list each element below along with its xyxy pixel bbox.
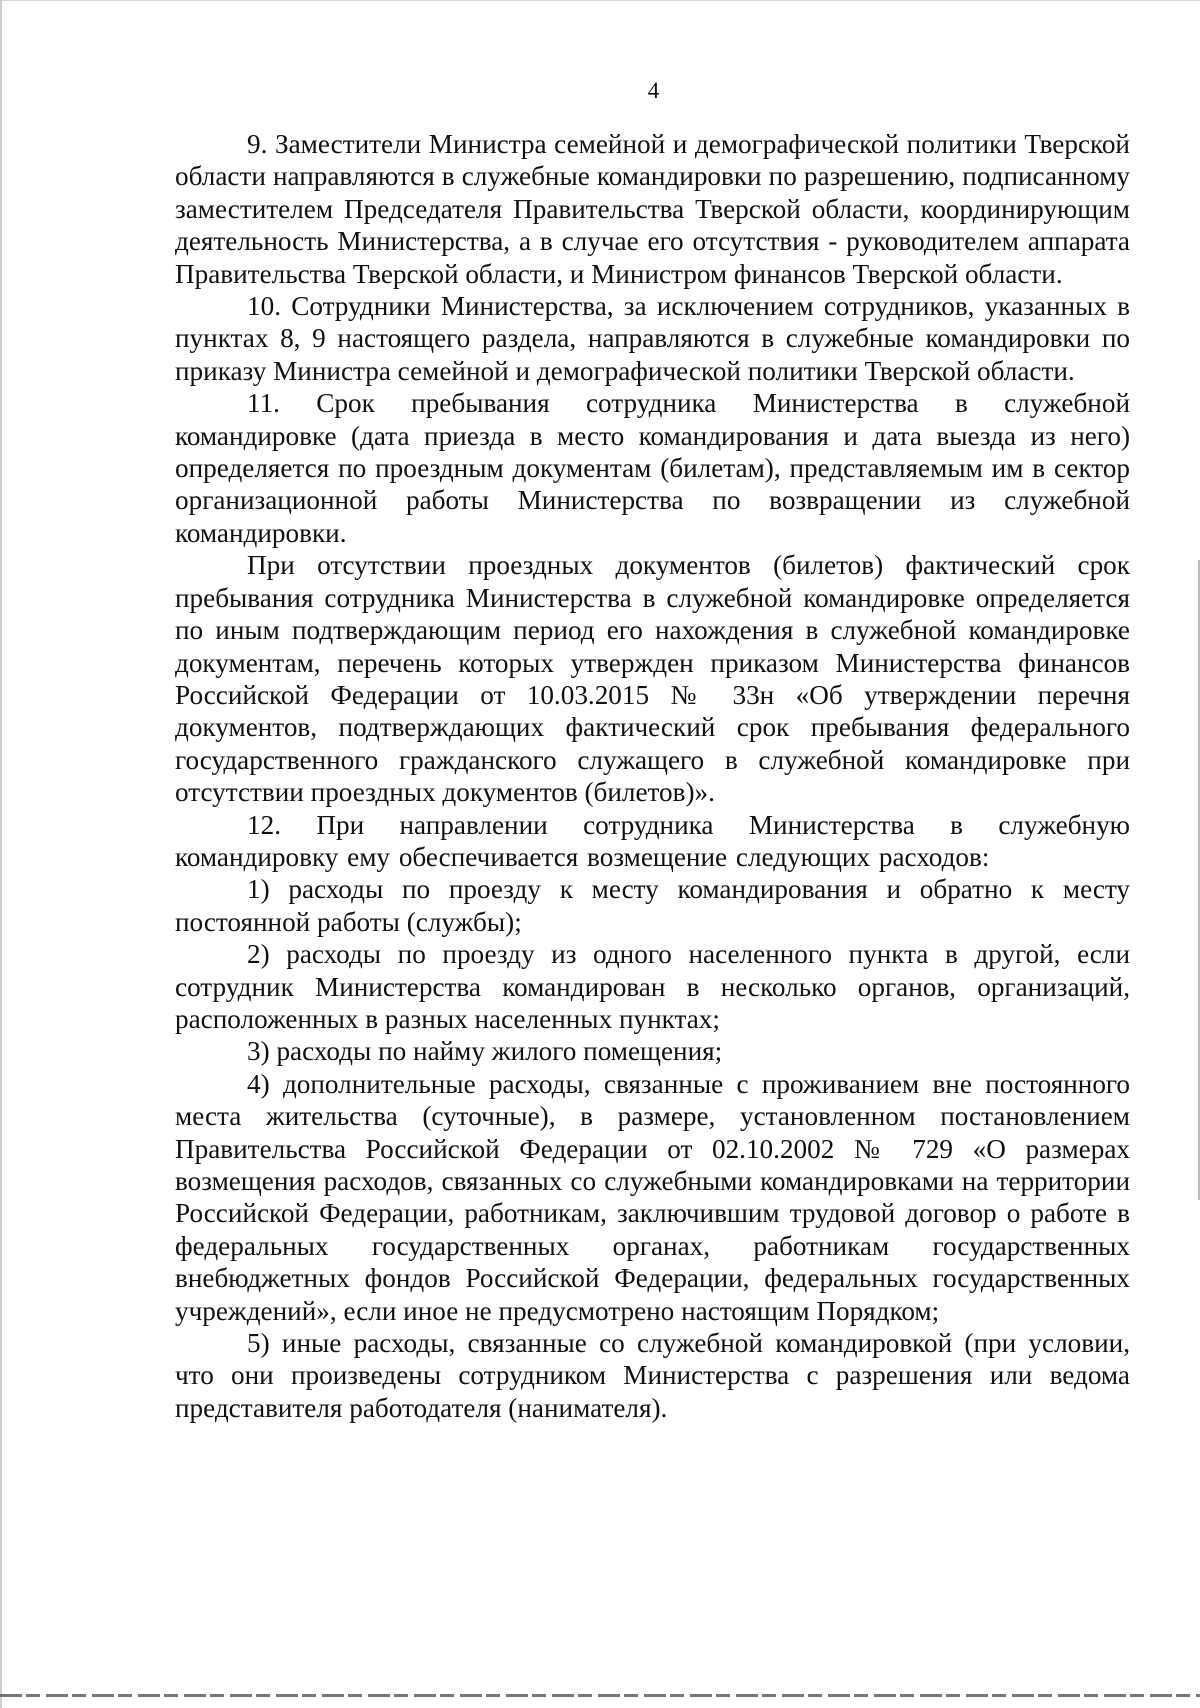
list-item-4: 4) дополнительные расходы, связанные с проживанием вне постоянного места жительства (суточные), в размере, установленном постановлением Правительства Российской Федерации от 02.10.2002 № 729 «О размерах возмещения расходов, связанных со служебными командировками на территории Российской Федерации, работникам, заключившим трудовой договор о работе в федеральных государственных органах, работникам государственных внебюджетных фондов Российской Федерации, федеральных государственных учреждений», если иное не предусмотрено настоящим Порядком; [175,1068,1130,1326]
page-number: 4 [647,78,660,103]
scan-edge-left [0,0,2,1708]
scan-edge-bottom [0,1694,1200,1697]
list-item-1: 1) расходы по проезду к месту командирования и обратно к месту постоянной работы (службы); [175,874,1130,937]
scan-edge-top [0,0,1200,1]
document-body [175,128,1130,1424]
list-item-3: 3) расходы по найму жилого помещения; [247,1036,723,1067]
paragraph-11: 11. Срок пребывания сотрудника Министерства в служебной командировке (дата приезда в место командирования и дата выезда из него) определяется по проездным документам (билетам), представляемым им в сектор организационной работы Министерства по возвращении из служебной командировки. [175,388,1130,548]
paragraph-11-continued: При отсутствии проездных документов (билетов) фактический срок пребывания сотрудника Министерства в служебной командировке определяется по иным подтверждающим период его нахождения в служебной командировке документам, перечень которых утвержден приказом Министерства финансов Российской Федерации от 10.03.2015 № 33н «Об утверждении перечня документов, подтверждающих фактический срок пребывания федерального государственного гражданского служащего в служебной командировке при отсутствии проездных документов (билетов)». [175,550,1130,808]
list-item-2: 2) расходы по проезду из одного населенного пункта в другой, если сотрудник Министерства командирован в несколько органов, организаций, расположенных в разных населенных пунктах; [175,939,1130,1034]
paragraph-9: 9. Заместители Министра семейной и демографической политики Тверской области направляются в служебные командировки по разрешению, подписанному заместителем Председателя Правительства Тверской области, координирующим деятельность Министерства, а в случае его отсутствия - руководителем аппарата Правительства Тверской области, и Министром финансов Тверской области. [175,129,1130,289]
list-item-5: 5) иные расходы, связанные со служебной командировкой (при условии, что они произведены сотрудником Министерства с разрешения или ведома представителя работодателя (нанимателя). [175,1328,1130,1423]
paragraph-10: 10. Сотрудники Министерства, за исключением сотрудников, указанных в пунктах 8, 9 настоящего раздела, направляются в служебные командировки по приказу Министра семейной и демографической политики Тверской области. [175,291,1130,386]
paragraph-12: 12. При направлении сотрудника Министерства в служебную командировку ему обеспечивается возмещение следующих расходов: [175,809,1130,872]
